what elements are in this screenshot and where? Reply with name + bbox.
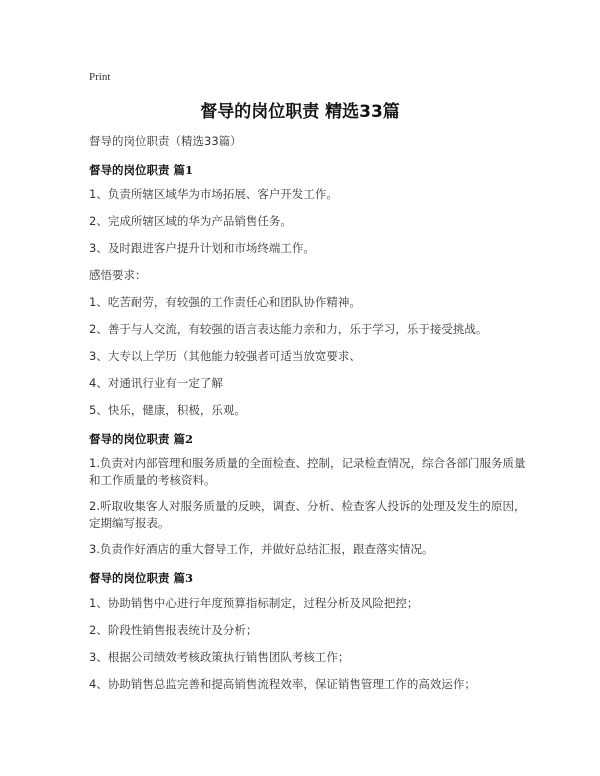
paragraph: 1、协助销售中心进行年度预算指标制定，过程分析及风险把控； <box>89 596 419 610</box>
section-heading-2: 督导的岗位职责 篇2 <box>89 432 194 446</box>
paragraph: 2、阶段性销售报表统计及分析； <box>89 623 258 637</box>
section-heading-3: 督导的岗位职责 篇3 <box>89 571 194 585</box>
document-title: 督导的岗位职责 精选33篇 <box>200 102 400 122</box>
paragraph: 1、负责所辖区域华为市场拓展、客户开发工作。 <box>89 187 338 201</box>
paragraph: 3、根据公司绩效考核政策执行销售团队考核工作； <box>89 650 350 664</box>
paragraph: 4、协助销售总监完善和提高销售流程效率，保证销售管理工作的高效运作； <box>89 677 476 691</box>
paragraph: 3、大专以上学历（其他能力较强者可适当放宽要求、 <box>89 349 361 363</box>
paragraph: 3、及时跟进客户提升计划和市场终端工作。 <box>89 241 315 255</box>
paragraph: 4、对通讯行业有一定了解 <box>89 376 223 390</box>
document-subtitle: 督导的岗位职责（精选33篇） <box>89 134 242 148</box>
paragraph: 1、吃苦耐劳，有较强的工作责任心和团队协作精神。 <box>89 295 361 309</box>
paragraph: 5、快乐，健康，积极，乐观。 <box>89 403 246 417</box>
paragraph: 2、完成所辖区域的华为产品销售任务。 <box>89 214 292 228</box>
section-heading-1: 督导的岗位职责 篇1 <box>89 163 194 177</box>
paragraph: 3.负责作好酒店的重大督导工作，并做好总结汇报，跟查落实情况。 <box>89 542 434 556</box>
print-label[interactable]: Print <box>89 71 111 83</box>
paragraph: 1.负责对内部管理和服务质量的全面检查、控制，记录检查情况，综合各部门服务质量和工作质量的考核资料。 <box>89 456 526 487</box>
paragraph: 感悟要求： <box>89 268 147 282</box>
paragraph: 2.听取收集客人对服务质量的反映，调查、分析、检查客人投诉的处理及发生的原因，定期编写报表。 <box>89 499 526 530</box>
paragraph: 2、善于与人交流，有较强的语言表达能力亲和力，乐于学习，乐于接受挑战。 <box>89 322 488 336</box>
